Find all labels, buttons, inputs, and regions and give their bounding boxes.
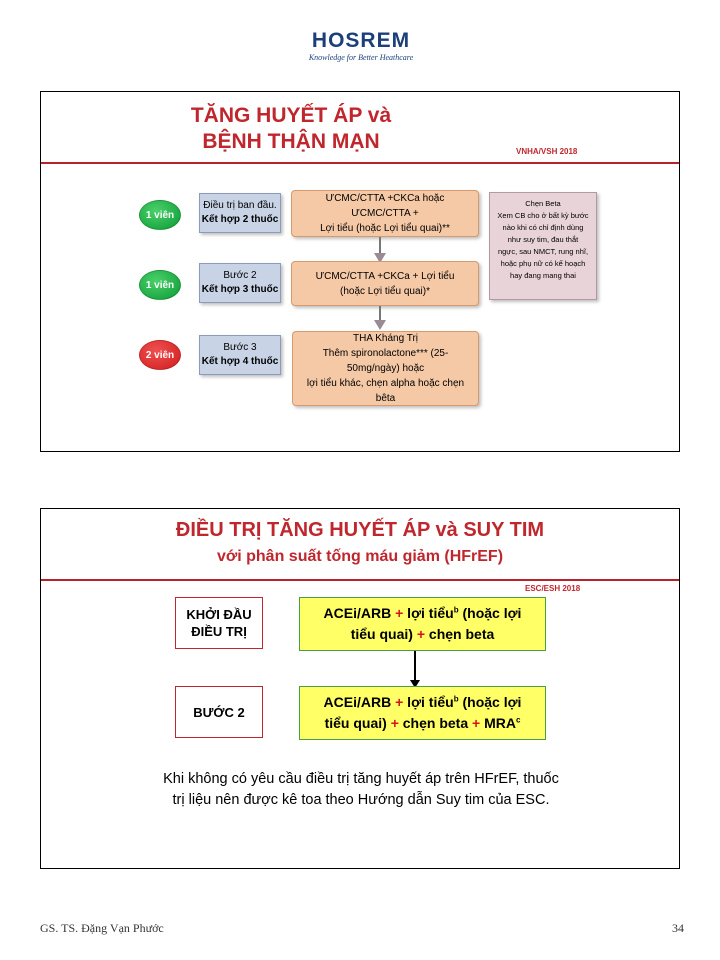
regimen-box-step2 xyxy=(299,686,546,740)
logo-wordmark: HOSREM xyxy=(311,29,411,52)
regimen-initial-line1: ACEi/ARB + lợi tiểu$^b$ (hoặc lợi xyxy=(323,605,522,621)
slide1-title-line2: BỆNH THẬN MẠN xyxy=(202,130,380,153)
regimen-initial-line2: tiểu quai) + chẹn beta xyxy=(350,626,495,642)
step-box-1-line1: Điều trị ban đầu. xyxy=(203,200,277,211)
slide-ckd-hypertension xyxy=(40,91,680,452)
pill-count-badge-2: 1 viên xyxy=(139,270,181,300)
step-box-2 xyxy=(199,263,281,303)
beta-note-line4: như suy tim, đau thắt xyxy=(507,235,579,244)
slide2-reference: ESC/ESH 2018 xyxy=(525,584,581,593)
step-label-step2 xyxy=(175,686,263,738)
slide2-title: ĐIỀU TRỊ TĂNG HUYẾT ÁP và SUY TIM xyxy=(175,519,545,541)
step-label-initial-line2: ĐIỀU TRỊ xyxy=(191,624,247,639)
treatment-box-2 xyxy=(291,261,479,306)
slide-hfref-hypertension xyxy=(40,508,680,869)
step-box-1-line2: Kết hợp 2 thuốc xyxy=(201,214,279,225)
regimen-step2-line1: ACEi/ARB + lợi tiểu$^b$ (hoặc lợi xyxy=(323,694,522,710)
step-box-3-line1: Bước 3 xyxy=(223,342,257,353)
beta-note-line5: ngực, sau NMCT, rung nhĩ, xyxy=(497,247,589,256)
connector-line xyxy=(414,651,416,683)
treatment-box-3-line3: lợi tiểu khác, chẹn alpha hoặc chẹn bêta xyxy=(306,378,465,404)
treatment-box-2-line1: ƯCMC/CTTA +CKCa + Lợi tiểu xyxy=(315,270,455,282)
treatment-box-3-line2: Thêm spironolactone*** (25-50mg/ngày) hoặc xyxy=(322,348,449,374)
page-number: 34 xyxy=(672,921,684,935)
logo-tagline: Knowledge for Better Heathcare xyxy=(308,53,414,62)
step-label-step2-text: BƯỚC 2 xyxy=(193,704,245,720)
slide2-divider xyxy=(41,579,679,581)
beta-note-line7: hay đang mang thai xyxy=(510,271,576,280)
guideline-note xyxy=(101,769,621,811)
treatment-box-1-line2: Lợi tiểu (hoặc Lợi tiểu quai)** xyxy=(320,223,450,234)
footer-author: GS. TS. Đặng Vạn Phước xyxy=(40,921,164,935)
treatment-box-1 xyxy=(291,190,479,237)
step-box-2-line2: Kết hợp 3 thuốc xyxy=(201,284,279,295)
step-label-initial-line1: KHỞI ĐẦU xyxy=(186,607,252,622)
guideline-note-line2: trị liệu nên được kê toa theo Hướng dẫn Suy tim của ESC. xyxy=(172,792,550,808)
treatment-box-2-line2: (hoặc Lợi tiểu quai)* xyxy=(340,285,430,297)
step-box-2-line1: Bước 2 xyxy=(223,270,257,281)
arrow-down-1 xyxy=(375,237,385,263)
treatment-box-3 xyxy=(292,331,479,406)
treatment-box-1-line1: ƯCMC/CTTA +CKCa hoặc ƯCMC/CTTA + xyxy=(325,193,445,219)
slide1-divider xyxy=(41,162,679,164)
pill-count-badge-3: 2 viên xyxy=(139,340,181,370)
pill-count-badge-1: 1 viên xyxy=(139,200,181,230)
step-box-3-line2: Kết hợp 4 thuốc xyxy=(201,356,279,367)
treatment-box-3-line1: THA Kháng Trị xyxy=(352,333,419,344)
beta-blocker-note xyxy=(489,192,597,300)
beta-note-line3: nào khi có chỉ định dùng xyxy=(502,223,584,232)
slide1-reference: VNHA/VSH 2018 xyxy=(516,147,578,156)
arrow-down-2 xyxy=(375,306,385,330)
beta-note-line1: Chẹn Beta xyxy=(525,199,561,208)
step-box-1 xyxy=(199,193,281,233)
beta-note-line6: hoặc phụ nữ có kế hoạch xyxy=(500,259,586,268)
slide1-title-line1: TĂNG HUYẾT ÁP và xyxy=(190,104,392,127)
hosrem-logo xyxy=(296,30,426,70)
regimen-step2-line2: tiểu quai) + chẹn beta + $MRA^c$ xyxy=(324,715,521,731)
guideline-note-line1: Khi không có yêu cầu điều trị tăng huyết áp trên HFrEF, thuốc xyxy=(163,771,559,787)
step-label-initial xyxy=(175,597,263,649)
slide2-subtitle: với phân suất tống máu giảm (HFrEF) xyxy=(216,548,504,565)
step-box-3 xyxy=(199,335,281,375)
beta-note-line2: Xem CB cho ở bất kỳ bước xyxy=(497,211,589,220)
slide1-title xyxy=(41,103,541,155)
regimen-box-initial xyxy=(299,597,546,651)
